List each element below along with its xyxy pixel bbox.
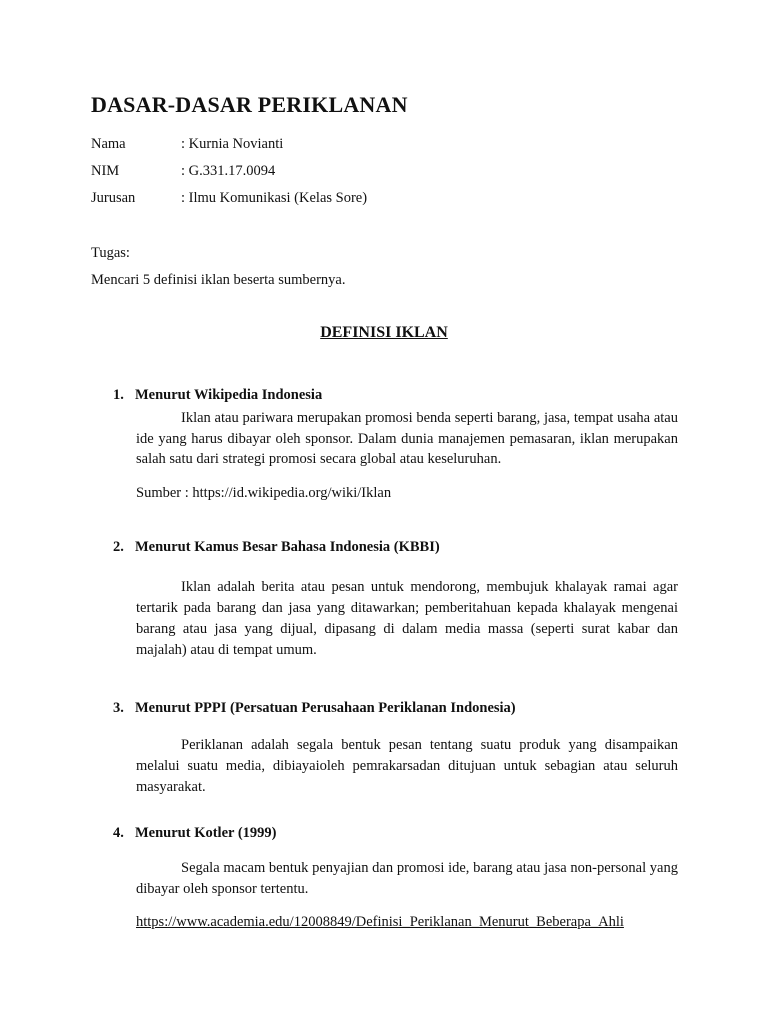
definition-text: Iklan adalah berita atau pesan untuk mendorong, membujuk khalayak ramai agar tertarik pada barang dan jasa yang ditawarkan; pemberitahuan kepada khalayak mengenai barang atau jasa yang dijual, dipasang di dalam media massa (seperti surat kabar dan majalah) atau di tempat umum. — [136, 579, 678, 658]
source-link[interactable]: https://www.academia.edu/12008849/Definisi_Periklanan_Menurut_Beberapa_Ahli — [136, 914, 624, 930]
definition-number: 1. — [113, 387, 124, 403]
definition-heading — [113, 387, 322, 404]
info-value: : G.331.17.0094 — [181, 163, 276, 179]
definition-heading — [113, 700, 516, 717]
info-value: : Ilmu Komunikasi (Kelas Sore) — [181, 190, 368, 206]
definition-heading-text: Menurut PPPI (Persatuan Perusahaan Periklanan Indonesia) — [135, 700, 516, 716]
definition-number: 3. — [113, 700, 124, 716]
definition-text: Iklan atau pariwara merupakan promosi benda seperti barang, jasa, tempat usaha atau ide yang harus dibayar oleh sponsor. Dalam dunia manajemen pemasaran, iklan merupakan salah satu dari strategi promosi secara global atau keseluruhan. — [136, 410, 678, 467]
definition-heading-text: Menurut Kamus Besar Bahasa Indonesia (KBBI) — [135, 539, 440, 555]
task-text: Mencari 5 definisi iklan beserta sumbernya. — [91, 272, 346, 288]
definition-source: Sumber : https://id.wikipedia.org/wiki/Iklan — [136, 485, 392, 501]
definition-heading-text: Menurut Kotler (1999) — [135, 825, 277, 841]
definition-heading — [113, 825, 276, 842]
document-title: DASAR-DASAR PERIKLANAN — [91, 92, 408, 117]
definition-number: 2. — [113, 539, 124, 555]
task-label: Tugas: — [91, 245, 130, 261]
definition-heading — [113, 539, 440, 556]
section-title: DEFINISI IKLAN — [320, 324, 448, 341]
definition-heading-text: Menurut Wikipedia Indonesia — [135, 387, 323, 403]
info-label: Jurusan — [91, 190, 136, 206]
definition-number: 4. — [113, 825, 124, 841]
definition-text: Segala macam bentuk penyajian dan promosi ide, barang atau jasa non-personal yang dibayar oleh sponsor tertentu. — [136, 860, 678, 897]
info-label: Nama — [91, 136, 126, 152]
definition-text: Periklanan adalah segala bentuk pesan tentang suatu produk yang disampaikan melalui suatu media, dibiayaioleh pemrakarsadan ditujuan untuk sebagian atau seluruh masyarakat. — [136, 737, 678, 795]
info-value: : Kurnia Novianti — [181, 136, 284, 152]
info-label: NIM — [91, 163, 120, 179]
